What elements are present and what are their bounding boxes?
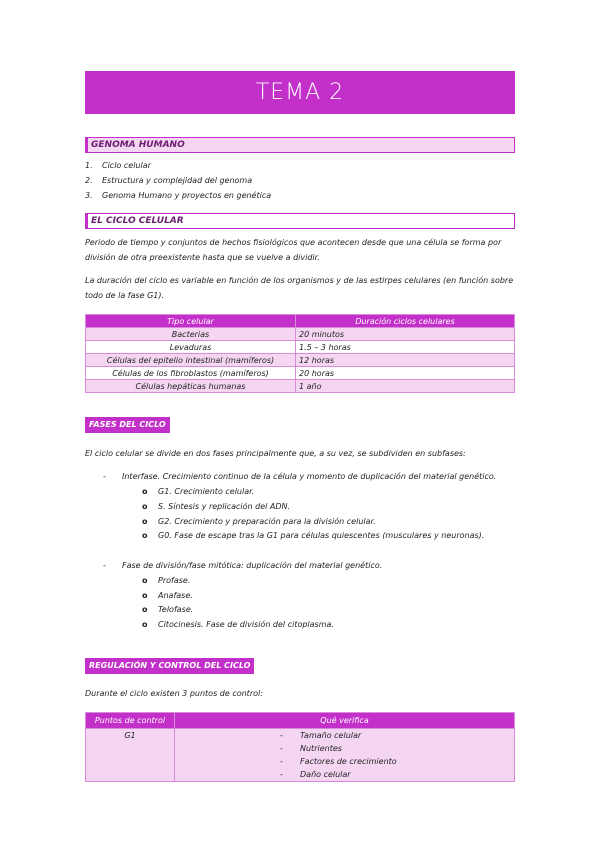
genoma-heading: GENOMA HUMANO: [85, 137, 515, 153]
verification-list: [278, 729, 514, 781]
list-number: 3.: [85, 191, 93, 200]
division-subitem: Citocinesis. Fase de división del citoplasma.: [158, 620, 334, 629]
table-cell: 12 horas: [296, 354, 515, 367]
list-item: [85, 158, 271, 173]
list-text: Ciclo celular: [102, 161, 151, 170]
table-row: [86, 328, 515, 341]
circle-bullet-icon: o: [142, 620, 148, 629]
table-cell: Células hepáticas humanas: [86, 380, 296, 393]
division-subitem: Telofase.: [158, 605, 194, 614]
dash-bullet: -: [280, 731, 283, 740]
table-cell: 20 horas: [296, 367, 515, 380]
regulacion-intro: Durante el ciclo existen 3 puntos de control:: [85, 689, 263, 698]
table-cell: 1.5 – 3 horas: [296, 341, 515, 354]
fases-intro: El ciclo celular se divide en dos fases principalmente que, a su vez, se subdividen en subfases:: [85, 449, 466, 458]
list-text: Factores de crecimiento: [300, 757, 397, 766]
table-header: Duración ciclos celulares: [296, 315, 515, 328]
list-item: [278, 755, 514, 768]
table-cell: 20 minutos: [296, 328, 515, 341]
table-header: Puntos de control: [86, 713, 175, 729]
table-cell: Bacterias: [86, 328, 296, 341]
table-cell: 1 año: [296, 380, 515, 393]
dash-bullet: -: [103, 472, 106, 481]
ciclo-heading: EL CICLO CELULAR: [85, 213, 515, 229]
control-points-table: [85, 712, 515, 782]
circle-bullet-icon: o: [142, 531, 148, 540]
interfase-subitem: G2. Crecimiento y preparación para la división celular.: [158, 517, 376, 526]
division-subitem: Anafase.: [158, 591, 193, 600]
list-item: [278, 729, 514, 742]
division-item: Fase de división/fase mitótica: duplicación del material genético.: [122, 561, 383, 570]
circle-bullet-icon: o: [142, 487, 148, 496]
table-header-row: [86, 315, 515, 328]
list-text: Estructura y complejidad del genoma: [102, 176, 253, 185]
table-row: [86, 729, 515, 782]
table-row: [86, 367, 515, 380]
table-cell: [175, 729, 515, 782]
list-item: [85, 173, 271, 188]
ciclo-paragraph-2: La duración del ciclo es variable en función de los organismos y de las estirpes celulares (en función sobre todo de la fase G1).: [85, 276, 514, 300]
dash-bullet: -: [280, 757, 283, 766]
list-item: [278, 742, 514, 755]
interfase-item: Interfase. Crecimiento continuo de la célula y momento de duplicación del material genético.: [122, 472, 497, 481]
table-row: [86, 380, 515, 393]
genoma-list: [85, 158, 271, 203]
dash-bullet: -: [280, 770, 283, 779]
circle-bullet-icon: o: [142, 517, 148, 526]
table-cell: Células del epitelio intestinal (mamíferos): [86, 354, 296, 367]
interfase-subitem: S. Síntesis y replicación del ADN.: [158, 502, 291, 511]
fases-heading: FASES DEL CICLO: [85, 417, 170, 433]
table-header: Tipo celular: [86, 315, 296, 328]
circle-bullet-icon: o: [142, 502, 148, 511]
cell-duration-table: [85, 314, 515, 393]
list-number: 1.: [85, 161, 93, 170]
regulacion-heading: REGULACIÓN Y CONTROL DEL CICLO: [85, 658, 254, 674]
page-title: TEMA 2: [85, 71, 515, 114]
table-row: [86, 341, 515, 354]
table-cell: Células de los fibroblastos (mamíferos): [86, 367, 296, 380]
table-header-row: [86, 713, 515, 729]
list-text: Daño celular: [300, 770, 351, 779]
circle-bullet-icon: o: [142, 591, 148, 600]
list-text: Nutrientes: [300, 744, 342, 753]
ciclo-paragraph-1: Periodo de tiempo y conjuntos de hechos fisiológicos que acontecen desde que una célula se forma por división de otra preexistente hasta que se vuelve a dividir.: [85, 238, 502, 262]
list-text: Genoma Humano y proyectos en genética: [102, 191, 272, 200]
interfase-subitem: G0. Fase de escape tras la G1 para células quiescentes (musculares y neuronas).: [158, 531, 485, 540]
table-cell: Levaduras: [86, 341, 296, 354]
list-item: [278, 768, 514, 781]
list-number: 2.: [85, 176, 93, 185]
dash-bullet: -: [103, 561, 106, 570]
table-cell: G1: [86, 729, 175, 782]
interfase-subitem: G1. Crecimiento celular.: [158, 487, 255, 496]
circle-bullet-icon: o: [142, 605, 148, 614]
list-item: [85, 188, 271, 203]
list-text: Tamaño celular: [300, 731, 362, 740]
division-subitem: Profase.: [158, 576, 191, 585]
dash-bullet: -: [280, 744, 283, 753]
table-header: Qué verifica: [175, 713, 515, 729]
circle-bullet-icon: o: [142, 576, 148, 585]
table-row: [86, 354, 515, 367]
